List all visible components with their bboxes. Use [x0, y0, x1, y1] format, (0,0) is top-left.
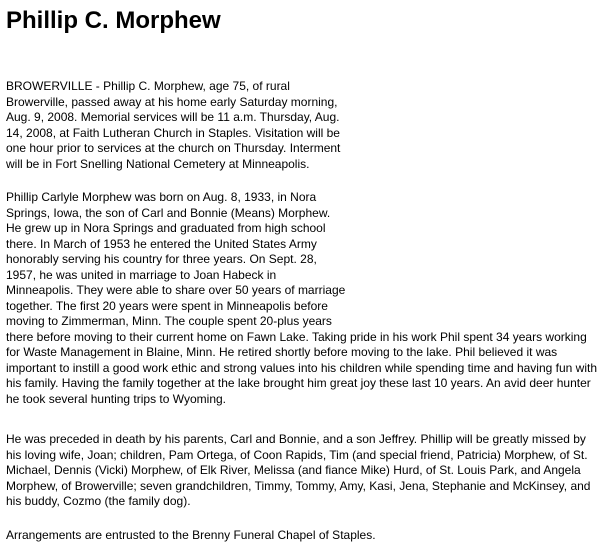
- text-line: 14, 2008, at Faith Lutheran Church in Staples. Visitation will be: [6, 125, 340, 140]
- text-line: there before moving to their current home on Fawn Lake. Taking pride in his work Phil spent 34 years working: [6, 329, 587, 344]
- text-line: moving to Zimmerman, Minn. The couple spent 20-plus years: [6, 314, 332, 328]
- text-line: He grew up in Nora Springs and graduated from high school: [6, 221, 326, 235]
- text-line: Springs, Iowa, the son of Carl and Bonnie (Means) Morphew.: [6, 205, 331, 220]
- text-line: Arrangements are entrusted to the Brenny Funeral Chapel of Staples.: [6, 528, 376, 542]
- text-line: 1957, he was united in marriage to Joan Habeck in: [6, 267, 277, 282]
- text-line: there. In March of 1953 he entered the United States Army: [6, 236, 317, 251]
- text-line: Michael, Dennis (Vicki) Morphew, of Elk River, Melissa (and fiance Mike) Hurd, of St. Louis Park, and Angela: [6, 463, 581, 477]
- text-line: BROWERVILLE - Phillip C. Morphew, age 75, of rural: [6, 79, 290, 93]
- paragraph-biography: [6, 190, 597, 407]
- text-line: he took several hunting trips to Wyoming.: [6, 391, 227, 406]
- paragraph-death-notice: [6, 79, 340, 172]
- text-line: together. The first 20 years were spent in Minneapolis before: [6, 298, 328, 313]
- text-line: one hour prior to services at the church on Thursday. Interment: [6, 141, 341, 155]
- text-line: Aug. 9, 2008. Memorial services will be 11 a.m. Thursday, Aug.: [6, 110, 340, 124]
- page-title: Phillip C. Morphew: [6, 7, 221, 34]
- text-line: Minneapolis. They were able to share over 50 years of marriage: [6, 283, 346, 297]
- paragraph-survivors: [6, 432, 590, 510]
- text-line: Browerville, passed away at his home early Saturday morning,: [6, 94, 338, 109]
- text-line: honorably serving his country for three years. On Sept. 28,: [6, 252, 317, 266]
- text-line: his family. Having the family together at the lake brought him great joy these last 10 years. An avid deer hunter: [6, 376, 591, 390]
- text-line: Morphew, of Browerville; seven grandchildren, Timmy, Tommy, Amy, Kasi, Jena, Stephanie and McKinsey, and: [6, 478, 591, 493]
- text-line: important to instill a good work ethic and strong values into his children while spending time and having fun with: [6, 360, 597, 375]
- text-line: for Waste Management in Blaine, Minn. He retired shortly before moving to the lake. Phil believed it was: [6, 345, 558, 359]
- text-line: He was preceded in death by his parents, Carl and Bonnie, and a son Jeffrey. Phillip will be greatly missed by: [6, 432, 586, 446]
- text-line: will be in Fort Snelling National Cemetery at Minneapolis.: [6, 156, 310, 171]
- paragraph-arrangements: [6, 528, 376, 544]
- text-line: his buddy, Cozmo (the family dog).: [6, 494, 191, 508]
- text-line: Phillip Carlyle Morphew was born on Aug. 8, 1933, in Nora: [6, 190, 317, 204]
- text-line: his loving wife, Joan; children, Pam Ortega, of Coon Rapids, Tim (and special friend, Patricia) Morphew, of St.: [6, 447, 588, 462]
